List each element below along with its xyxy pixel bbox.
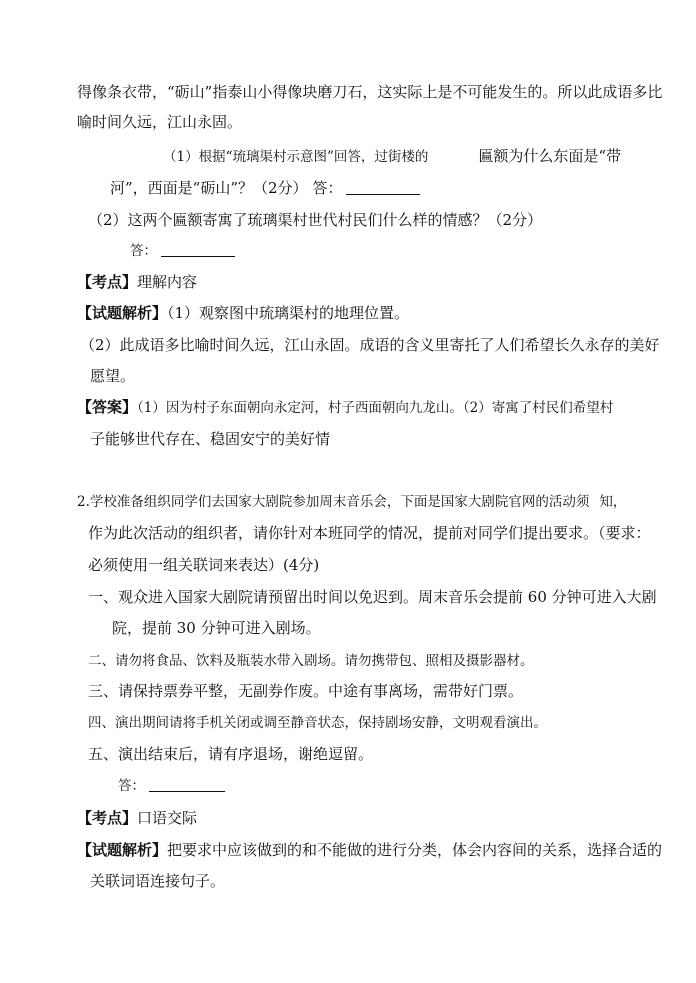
answer-blank[interactable] [149,777,225,792]
tag: 【考点】 [77,809,138,827]
rule-3: 三、请保持票券平整，无副券作废。中途有事离场，需带好门票。 [88,682,524,700]
question-text: 河”，西面是“砺山”？（2分） 答： [110,179,343,197]
answer-line-2 [130,241,235,261]
tag-text: （1）因为村子东面朝向永定河，村子西面朝向九龙山。（2）寄寓了村民们希望村 [137,400,614,416]
text-line: 关联词语连接句子。 [90,872,226,890]
rule-5: 五、演出结束后，请有序退场，谢绝逗留。 [88,745,374,763]
text-line: 子能够世代存在、稳固安宁的美好情 [90,430,331,448]
rule-4: 四、演出期间请将手机关闭或调至静音状态，保持剧场安静，文明观看演出。 [88,715,547,731]
kaodian-2 [77,808,197,828]
answer-blank[interactable] [161,242,235,257]
question-1-part-c [110,178,420,198]
question-2-intro [77,492,626,512]
jiexi-2 [77,840,662,860]
question-text: （1）根据“琉璃渠村示意图”回答，过街楼的 [163,149,429,165]
tag: 【试题解析】 [77,304,168,322]
tag-text: 口语交际 [137,809,198,827]
answer-section [77,397,613,418]
tag: 【考点】 [77,273,138,291]
answer-blank[interactable] [346,180,420,195]
question-text: 2.学校准备组织同学们去国家大剧院参加周末音乐会，下面是国家大剧院官网的活动须 [77,494,590,510]
question-2: （2）这两个匾额寄寓了琉璃渠村世代村民们什么样的情感？（2分） [88,211,543,229]
question-text: 匾额为什么东面是“带 [478,147,622,165]
answer-label: 答： [118,778,145,794]
rule-1: 一、观众进入国家大剧院请预留出时间以免迟到。周末音乐会提前 60 分钟可进入大剧 [88,588,657,606]
rule-1-cont: 院，提前 30 分钟可进入剧场。 [112,619,321,637]
text-line: 愿望。 [90,367,136,385]
text-line: 喻时间久远，江山永固。 [77,113,243,131]
tag-text: 理解内容 [137,273,198,291]
jiexi-1 [77,303,409,323]
question-1-part-a [163,146,621,167]
rule-2: 二、请勿将食品、饮料及瓶装水带入剧场。请勿携带包、照相及摄影器材。 [88,653,534,669]
text-line: 作为此次活动的组织者，请你针对本班同学的情况，提前对同学们提出要求。（要求： [88,524,651,542]
kaodian-1 [77,272,197,292]
text-line: 得像条衣带，“砺山”指泰山小得像块磨刀石，这实际上是不可能发生的。所以此成语多比 [77,83,663,101]
question-text: 知， [599,494,627,510]
tag-text: 把要求中应该做到的和不能做的进行分类，体会内容间的关系，选择合适的 [167,841,663,859]
tag-text: （1）观察图中琉璃渠村的地理位置。 [167,304,410,322]
text-line: 必须使用一组关联词来表达）(4分) [88,556,320,574]
answer-label: 答： [130,243,157,259]
answer-line-3 [118,776,225,796]
text-line: （2）此成语多比喻时间久远，江山永固。成语的含义里寄托了人们希望长久永存的美好 [80,336,660,354]
tag: 【答案】 [77,398,138,416]
tag: 【试题解析】 [77,841,168,859]
